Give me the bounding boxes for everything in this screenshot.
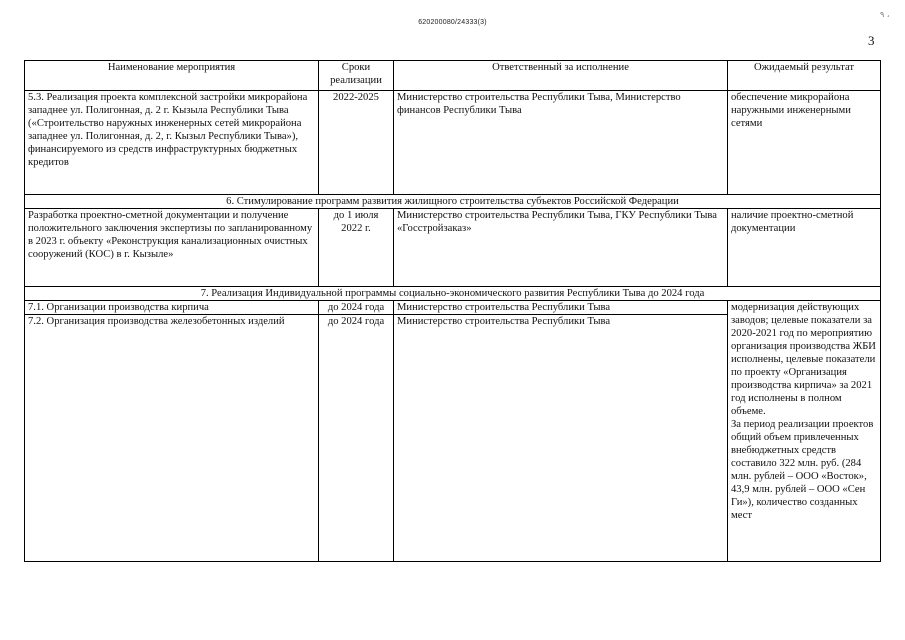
header-responsible: Ответственный за исполнение <box>394 61 728 91</box>
row-6-1-responsible: Министерство строительства Республики Тыва, ГКУ Республики Тыва «Госстройзаказ» <box>394 209 728 287</box>
section-6-title: 6. Стимулирование программ развития жилищного строительства субъектов Российской Федерации <box>25 195 881 209</box>
document-id: 620200080/24333(3) <box>418 19 487 26</box>
header-term: Сроки реализации <box>319 61 394 91</box>
row-7-2-responsible: Министерство строительства Республики Тыва <box>394 315 728 562</box>
row-7-1-name: 7.1. Организации производства кирпича <box>25 301 319 315</box>
scan-mark: ٩ ، <box>880 10 890 19</box>
result-7-paragraph-2: За период реализации проектов общий объем привлеченных внебюджетных средств составило 322 млн. руб. (284 млн. рублей – ООО «Восток», 43,9 млн. рублей – ООО «Сен Ги»), количество созданных мест <box>731 419 874 521</box>
table-row <box>25 209 881 287</box>
row-7-2-term: до 2024 года <box>319 315 394 562</box>
row-7-1-responsible: Министерство строительства Республики Тыва <box>394 301 728 315</box>
plan-table <box>24 60 881 562</box>
table-row <box>25 301 881 315</box>
header-name: Наименование мероприятия <box>25 61 319 91</box>
row-5-3-result: обеспечение микрорайона наружными инженерными сетями <box>728 91 881 195</box>
row-6-1-result: наличие проектно-сметной документации <box>728 209 881 287</box>
section-row <box>25 195 881 209</box>
row-7-result <box>728 301 881 562</box>
table-row <box>25 91 881 195</box>
row-6-1-term: до 1 июля 2022 г. <box>319 209 394 287</box>
header-result: Ожидаемый результат <box>728 61 881 91</box>
header-row <box>25 61 881 91</box>
row-5-3-term: 2022-2025 <box>319 91 394 195</box>
section-7-title: 7. Реализация Индивидуальной программы социально-экономического развития Республики Тыва до 2024 года <box>25 287 881 301</box>
page-number: 3 <box>868 33 875 48</box>
section-row <box>25 287 881 301</box>
result-7-paragraph-1: модернизация действующих заводов; целевые показатели за 2020-2021 год по мероприятию организация производства ЖБИ исполнены, целевые показатели по проекту «Организация производства кирпича» за 2021 год исполнены в полном объеме. <box>731 302 876 417</box>
row-7-2-name: 7.2. Организация производства железобетонных изделий <box>25 315 319 562</box>
row-6-1-name: Разработка проектно-сметной документации и получение положительного заключения экспертизы по запланированному в 2023 г. объекту «Реконструкция канализационных очистных сооружений (КОС) в г. Кызыле» <box>25 209 319 287</box>
row-7-1-term: до 2024 года <box>319 301 394 315</box>
row-5-3-name: 5.3. Реализация проекта комплексной застройки микрорайона западнее ул. Полигонная, д. 2 г. Кызыла Республики Тыва («Строительство наружных инженерных сетей микрорайона западнее ул. Полигонная, д. 2, г. Кызыл Республики Тыва»), финансируемого из средств инфраструктурных бюджетных кредитов <box>25 91 319 195</box>
row-5-3-responsible: Министерство строительства Республики Тыва, Министерство финансов Республики Тыва <box>394 91 728 195</box>
